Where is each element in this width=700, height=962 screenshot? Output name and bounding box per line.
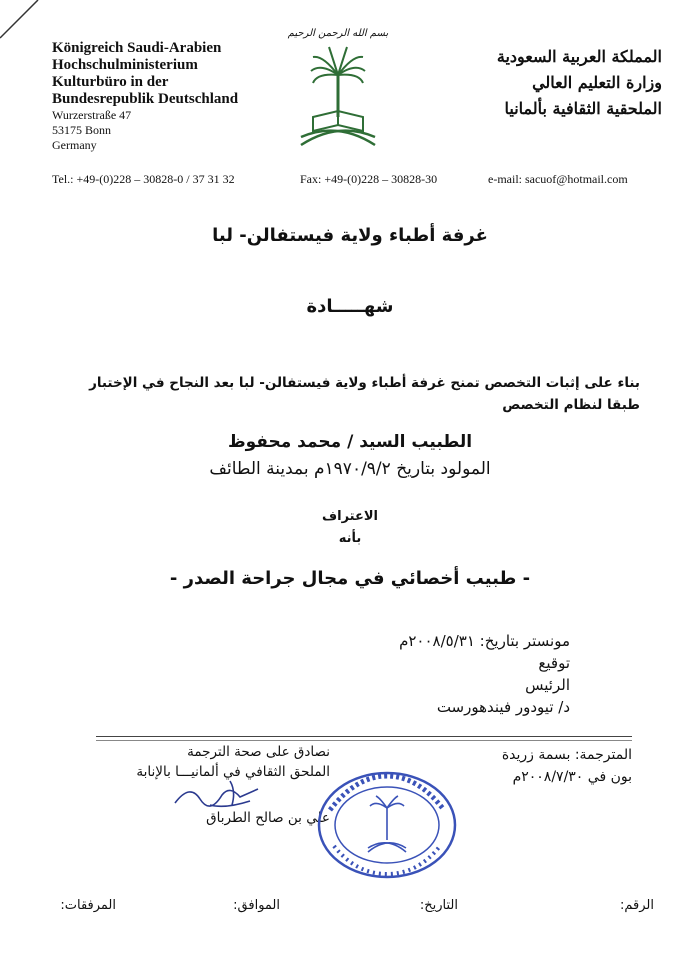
footer-number-label: الرقم: <box>620 898 654 913</box>
letterhead-street: Wurzerstraße 47 <box>52 108 132 122</box>
issuer-signature-block <box>399 630 570 718</box>
embassy-seal-icon <box>316 770 458 880</box>
section-divider <box>96 736 632 737</box>
footer-attachments-label: المرفقات: <box>60 898 116 913</box>
specialty-line: - طبيب أخصائي في مجال جراحة الصدر - <box>169 568 531 589</box>
birth-info: المولود بتاريخ ١٩٧٠/٩/٢م بمدينة الطائف <box>209 459 491 479</box>
certificate-title: شهـــــادة <box>306 296 394 317</box>
basmala-text: بسم الله الرحمن الرحيم <box>287 28 389 39</box>
translator-block <box>502 744 632 788</box>
section-divider-secondary <box>96 740 632 741</box>
signer-role: الرئيس <box>525 676 570 694</box>
footer-corresponding-label: الموافق: <box>233 898 280 913</box>
issue-place-date: مونستر بتاريخ: ٢٠٠٨/٥/٣١م <box>399 632 570 650</box>
translation-date: بون في ٢٠٠٨/٧/٣٠م <box>512 769 632 785</box>
certification-line2: الملحق الثقافي في ألمانيـــا بالإنابة <box>136 764 330 780</box>
certification-line1: نصادق على صحة الترجمة <box>187 744 330 760</box>
letterhead-arabic-line2: وزارة التعليم العالي <box>532 73 662 92</box>
contact-fax: Fax: +49-(0)228 – 30828-30 <box>300 172 438 186</box>
letterhead-arabic-line1: المملكة العربية السعودية <box>496 47 662 66</box>
letterhead-german-line3: Kulturbüro in der <box>52 74 169 90</box>
letterhead-german-line4: Bundesrepublik Deutschland <box>52 91 239 107</box>
contact-email: e-mail: sacuof@hotmail.com <box>488 172 628 186</box>
letterhead-german-line1: Königreich Saudi-Arabien <box>52 40 222 56</box>
signature-label: توقيع <box>538 654 570 672</box>
letterhead-german-line2: Hochschulministerium <box>52 57 198 73</box>
organization-heading: غرفة أطباء ولاية فيستفالن- لبا <box>212 225 488 246</box>
recognition-block <box>200 506 500 550</box>
recognition-label: الاعتراف <box>322 509 378 524</box>
footer-date-label: التاريخ: <box>419 898 458 913</box>
letterhead-arabic-line3: الملحقية الثقافية بألمانيا <box>504 99 662 118</box>
intro-paragraph: بناء على إثبات التخصص تمنح غرفة أطباء ولاية فيستفالن- لبا بعد النجاح في الإختبار طبقا لنظام التخصص <box>89 375 640 413</box>
contact-tel: Tel.: +49-(0)228 – 30828-0 / 37 31 32 <box>52 172 235 186</box>
letterhead-german <box>52 40 312 153</box>
certifier-name: علي بن صالح الطرباق <box>206 810 330 826</box>
signer-name: د/ تيودور فيندهورست <box>436 698 570 716</box>
saudi-palm-swords-emblem-icon <box>283 25 393 155</box>
recipient-name: الطبيب السيد / محمد محفوظ <box>227 432 473 452</box>
scan-corner-mark <box>0 0 60 60</box>
handwritten-signature-icon <box>170 775 270 815</box>
translator-name: المترجمة: بسمة زريدة <box>501 747 632 763</box>
letterhead-city: 53175 Bonn <box>52 123 112 137</box>
letterhead-country: Germany <box>52 138 97 152</box>
that-label: بأنه <box>338 531 362 546</box>
letterhead-arabic <box>432 44 662 122</box>
